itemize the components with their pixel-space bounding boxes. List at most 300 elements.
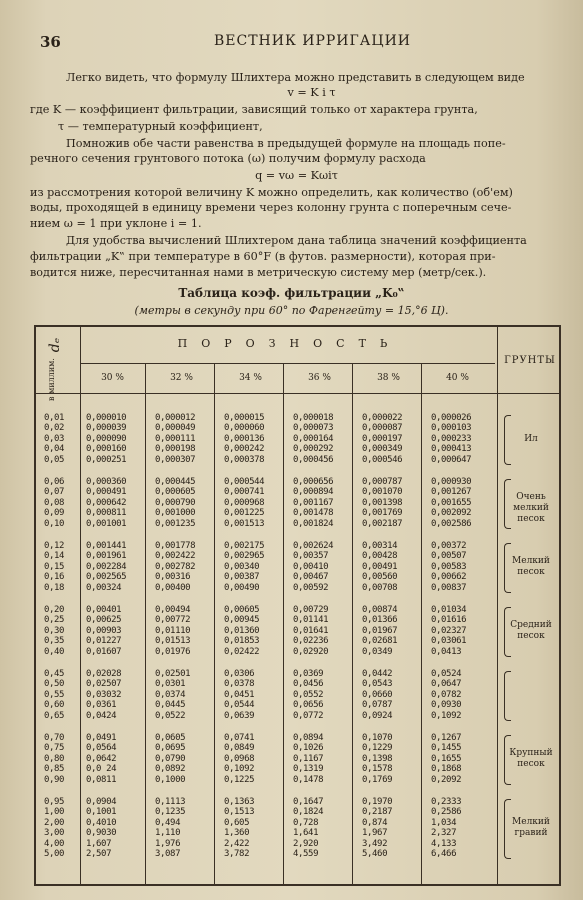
cell-coefficient: 0,00837 [431, 582, 467, 593]
cell-coefficient: 0,000894 [293, 487, 334, 498]
cell-coefficient: 0,0543 [362, 679, 393, 690]
page-number: 36 [40, 33, 61, 51]
paragraph-line: Легко видеть, что формулу Шлихтера можно представить в следующем виде [66, 71, 525, 84]
cell-diameter: 0,40 [44, 646, 65, 657]
table-row [36, 519, 501, 529]
journal-title: ВЕСТНИК ИРРИГАЦИИ [214, 33, 412, 49]
table-row [36, 764, 501, 774]
cell-coefficient: 0,000413 [431, 444, 472, 455]
cell-coefficient: 2,422 [224, 838, 250, 849]
cell-coefficient: 0,02920 [293, 646, 329, 657]
cell-coefficient: 0,1970 [362, 797, 393, 807]
cell-coefficient: 0,01641 [293, 625, 329, 636]
cell-coefficient: 0,01360 [224, 625, 260, 636]
column-header-porosity: 40 % [446, 373, 469, 383]
cell-diameter: 4,00 [44, 838, 65, 849]
cell-diameter: 0,01 [44, 413, 65, 423]
cell-coefficient: 0,002624 [293, 541, 334, 551]
cell-coefficient: 0,000160 [86, 444, 127, 455]
cell-coefficient: 0,728 [293, 817, 319, 828]
porosity-header: ПОРОЗНОСТЬ [177, 337, 402, 350]
cell-coefficient: 0,0647 [431, 679, 462, 690]
cell-coefficient: 0,000741 [224, 487, 265, 498]
soil-type-label: Крупный песок [509, 748, 553, 769]
cell-coefficient: 0,000026 [431, 413, 472, 423]
table-row [36, 477, 501, 487]
cell-coefficient: 0,1229 [362, 743, 393, 754]
cell-coefficient: 0,002092 [431, 508, 472, 519]
cell-coefficient: 0,000087 [362, 423, 403, 434]
cell-diameter: 0,75 [44, 743, 65, 754]
table-row [36, 605, 501, 615]
cell-diameter: 0,02 [44, 423, 65, 434]
cell-coefficient: 0,00560 [362, 572, 398, 583]
running-header [40, 33, 560, 53]
cell-coefficient: 0,03032 [86, 689, 122, 700]
cell-coefficient: 0,001267 [431, 487, 472, 498]
table-row [36, 423, 501, 433]
cell-coefficient: 0,1026 [293, 743, 324, 754]
cell-diameter: 0,10 [44, 518, 65, 529]
filtration-table [34, 325, 561, 886]
table-row [36, 562, 501, 572]
cell-coefficient: 0,0522 [155, 710, 186, 721]
cell-coefficient: 0,000445 [155, 477, 196, 487]
cell-diameter: 0,85 [44, 764, 65, 775]
table-row [36, 818, 501, 828]
table-row [36, 754, 501, 764]
cell-coefficient: 3,492 [362, 838, 388, 849]
cell-coefficient: 0,2586 [431, 807, 462, 818]
cell-coefficient: 0,1824 [293, 807, 324, 818]
cell-coefficient: 0,1363 [224, 797, 255, 807]
cell-diameter: 0,60 [44, 700, 65, 711]
cell-diameter: 0,04 [44, 444, 65, 455]
cell-coefficient: 0,000018 [293, 413, 334, 423]
cell-coefficient: 0,000787 [362, 477, 403, 487]
cell-coefficient: 0,0904 [86, 797, 117, 807]
soils-header: ГРУНТЫ [504, 355, 556, 366]
cell-coefficient: 0,01513 [155, 636, 191, 647]
cell-coefficient: 0,000307 [155, 454, 196, 465]
cell-coefficient: 0,000647 [431, 454, 472, 465]
cell-coefficient: 0,001824 [293, 518, 334, 529]
column-header-porosity: 32 % [170, 373, 193, 383]
cell-coefficient: 0,1267 [431, 733, 462, 743]
cell-coefficient: 0,0811 [86, 774, 117, 785]
cell-coefficient: 0,0849 [224, 743, 255, 754]
formula-2: q = vω = Kωiτ [255, 169, 338, 182]
table-row [36, 700, 501, 710]
cell-coefficient: 0,00605 [224, 605, 260, 615]
cell-coefficient: 0,1398 [362, 753, 393, 764]
table-row [36, 839, 501, 849]
cell-coefficient: 0,00772 [155, 615, 191, 626]
cell-coefficient: 0,00662 [431, 572, 467, 583]
cell-coefficient: 0,001961 [86, 551, 127, 562]
paragraph-line: из рассмотрения которой величину K можно определить, как количество (об'ем) [30, 186, 513, 199]
cell-diameter: 0,95 [44, 797, 65, 807]
cell-coefficient: 0,00357 [293, 551, 329, 562]
cell-coefficient: 0,01034 [431, 605, 467, 615]
cell-diameter: 0,25 [44, 615, 65, 626]
cell-coefficient: 4,559 [293, 848, 319, 859]
table-row-group [36, 541, 501, 593]
cell-diameter: 2,00 [44, 817, 65, 828]
cell-coefficient: 1,360 [224, 828, 250, 839]
cell-coefficient: 0,01110 [155, 625, 191, 636]
table-row [36, 797, 501, 807]
column-header-porosity: 34 % [239, 373, 262, 383]
cell-coefficient: 0,00625 [86, 615, 122, 626]
paragraph-line: речного сечения грунтового потока (ω) получим формулу расхода [30, 152, 426, 165]
cell-coefficient: 0,01967 [362, 625, 398, 636]
cell-coefficient: 0,02422 [224, 646, 260, 657]
cell-coefficient: 0,605 [224, 817, 250, 828]
cell-coefficient: 0,001167 [293, 497, 334, 508]
cell-coefficient: 0,0930 [431, 700, 462, 711]
cell-coefficient: 0,0424 [86, 710, 117, 721]
cell-diameter: 0,07 [44, 487, 65, 498]
cell-coefficient: 0,1478 [293, 774, 324, 785]
cell-coefficient: 0,001070 [362, 487, 403, 498]
cell-coefficient: 0,1319 [293, 764, 324, 775]
cell-coefficient: 0,02681 [362, 636, 398, 647]
soil-type-label: Очень мелкий песок [513, 492, 549, 524]
cell-coefficient: 1,967 [362, 828, 388, 839]
table-row [36, 572, 501, 582]
cell-coefficient: 2,327 [431, 828, 457, 839]
cell-diameter: 0,18 [44, 582, 65, 593]
cell-coefficient: 0,02507 [86, 679, 122, 690]
cell-coefficient: 0,000642 [86, 497, 127, 508]
cell-coefficient: 0,00340 [224, 561, 260, 572]
cell-coefficient: 0,001513 [224, 518, 265, 529]
cell-coefficient: 0,00903 [86, 625, 122, 636]
cell-coefficient: 0,0741 [224, 733, 255, 743]
cell-coefficient: 0,0301 [155, 679, 186, 690]
cell-coefficient: 0,00400 [155, 582, 191, 593]
cell-diameter: 0,16 [44, 572, 65, 583]
cell-diameter: 0,70 [44, 733, 65, 743]
cell-coefficient: 0,0491 [86, 733, 117, 743]
cell-coefficient: 0,0306 [224, 669, 255, 679]
cell-coefficient: 0,002422 [155, 551, 196, 562]
cell-coefficient: 0,02501 [155, 669, 191, 679]
cell-coefficient: 0,00467 [293, 572, 329, 583]
cell-coefficient: 0,000197 [362, 433, 403, 444]
paragraph-line: где K — коэффициент фильтрации, зависящий только от характера грунта, [30, 103, 478, 116]
cell-coefficient: 0,0374 [155, 689, 186, 700]
cell-coefficient: 0,00372 [431, 541, 467, 551]
cell-coefficient: 0,000544 [224, 477, 265, 487]
cell-coefficient: 0,000012 [155, 413, 196, 423]
cell-coefficient: 0,00729 [293, 605, 329, 615]
table-row [36, 498, 501, 508]
cell-coefficient: 0,000360 [86, 477, 127, 487]
cell-coefficient: 0,000292 [293, 444, 334, 455]
cell-diameter: 0,08 [44, 497, 65, 508]
cell-coefficient: 0,00428 [362, 551, 398, 562]
cell-coefficient: 0,000349 [362, 444, 403, 455]
cell-diameter: 3,00 [44, 828, 65, 839]
cell-coefficient: 0,01607 [86, 646, 122, 657]
cell-coefficient: 0,00494 [155, 605, 191, 615]
formula-1: v = K i τ [287, 86, 336, 99]
cell-coefficient: 0,0451 [224, 689, 255, 700]
soil-type-label: Ил [524, 433, 538, 444]
cell-coefficient: 0,000790 [155, 497, 196, 508]
cell-coefficient: 6,466 [431, 848, 457, 859]
cell-coefficient: 0,000164 [293, 433, 334, 444]
cell-coefficient: 0,1655 [431, 753, 462, 764]
cell-coefficient: 0,000039 [86, 423, 127, 434]
table-subtitle: (метры в секунду при 60° по Фаренгейту = 15,°6 Ц). [134, 304, 449, 317]
cell-coefficient: 0,0552 [293, 689, 324, 700]
cell-coefficient: 0,00874 [362, 605, 398, 615]
cell-diameter: 0,90 [44, 774, 65, 785]
cell-coefficient: 0,000198 [155, 444, 196, 455]
cell-diameter: 0,65 [44, 710, 65, 721]
table-row [36, 444, 501, 454]
cell-coefficient: 0,002187 [362, 518, 403, 529]
soil-type-label: Средний песок [510, 620, 552, 641]
paragraph-line: Для удобства вычислений Шлихтером дана таблица значений коэффициента [66, 234, 527, 247]
cell-coefficient: 0,02028 [86, 669, 122, 679]
cell-coefficient: 0,2187 [362, 807, 393, 818]
cell-coefficient: 0,000073 [293, 423, 334, 434]
cell-coefficient: 0,000090 [86, 433, 127, 444]
table-row [36, 679, 501, 689]
cell-coefficient: 0,00583 [431, 561, 467, 572]
cell-coefficient: 0,002175 [224, 541, 265, 551]
cell-coefficient: 0,000049 [155, 423, 196, 434]
cell-coefficient: 0,02327 [431, 625, 467, 636]
table-row [36, 669, 501, 679]
cell-coefficient: 0,1113 [155, 797, 186, 807]
table-row [36, 690, 501, 700]
cell-coefficient: 0,001235 [155, 518, 196, 529]
cell-coefficient: 1,607 [86, 838, 112, 849]
table-row [36, 849, 501, 859]
paragraph-line: нием ω = 1 при уклоне i = 1. [30, 217, 202, 230]
cell-coefficient: 0,0642 [86, 753, 117, 764]
cell-coefficient: 0,1578 [362, 764, 393, 775]
paragraph-line: фильтрации „K‟ при температуре в 60°F (в футов. размерности), которая при- [30, 250, 496, 263]
cell-coefficient: 0,0544 [224, 700, 255, 711]
cell-coefficient: 0,0790 [155, 753, 186, 764]
de-symbol: dₑ [47, 337, 64, 353]
cell-diameter: 0,14 [44, 551, 65, 562]
cell-coefficient: 0,0695 [155, 743, 186, 754]
cell-coefficient: 0,1092 [431, 710, 462, 721]
cell-coefficient: 5,460 [362, 848, 388, 859]
cell-diameter: 0,45 [44, 669, 65, 679]
cell-coefficient: 0,03061 [431, 636, 467, 647]
cell-coefficient: 0,0892 [155, 764, 186, 775]
cell-coefficient: 0,000242 [224, 444, 265, 455]
cell-coefficient: 0,1167 [293, 753, 324, 764]
cell-coefficient: 0,0349 [362, 646, 393, 657]
table-row [36, 775, 501, 785]
cell-coefficient: 0,01853 [224, 636, 260, 647]
soil-type-label: Мелкий песок [512, 556, 550, 577]
cell-coefficient: 1,641 [293, 828, 319, 839]
table-row [36, 413, 501, 423]
cell-coefficient: 0,0369 [293, 669, 324, 679]
cell-coefficient: 0,9030 [86, 828, 117, 839]
cell-diameter: 0,12 [44, 541, 65, 551]
cell-diameter: 5,00 [44, 848, 65, 859]
table-row-group [36, 733, 501, 785]
cell-coefficient: 0,00316 [155, 572, 191, 583]
cell-coefficient: 0,000103 [431, 423, 472, 434]
cell-coefficient: 0,0782 [431, 689, 462, 700]
cell-coefficient: 0,000811 [86, 508, 127, 519]
cell-coefficient: 0,1001 [86, 807, 117, 818]
cell-coefficient: 0,00507 [431, 551, 467, 562]
cell-coefficient: 0,000378 [224, 454, 265, 465]
cell-diameter: 0,50 [44, 679, 65, 690]
table-row-group [36, 669, 501, 721]
cell-coefficient: 0,01366 [362, 615, 398, 626]
cell-coefficient: 1,976 [155, 838, 181, 849]
table-row [36, 508, 501, 518]
cell-diameter: 0,03 [44, 433, 65, 444]
cell-coefficient: 0,0605 [155, 733, 186, 743]
table-row [36, 551, 501, 561]
cell-coefficient: 0,0924 [362, 710, 393, 721]
cell-coefficient: 0,01141 [293, 615, 329, 626]
table-row [36, 455, 501, 465]
cell-coefficient: 0,00401 [86, 605, 122, 615]
column-header-porosity: 30 % [101, 373, 124, 383]
cell-coefficient: 0,000251 [86, 454, 127, 465]
cell-diameter: 0,80 [44, 753, 65, 764]
table-row [36, 636, 501, 646]
cell-coefficient: 0,2092 [431, 774, 462, 785]
paragraph-line: воды, проходящей в единицу времени через колонну грунта с поперечным сече- [30, 201, 512, 214]
cell-coefficient: 0,002586 [431, 518, 472, 529]
cell-coefficient: 0,000656 [293, 477, 334, 487]
paragraph-line: водится ниже, пересчитанная нами в метрическую систему мер (метр/сек.). [30, 266, 487, 279]
table-row [36, 743, 501, 753]
table-row-group [36, 605, 501, 657]
cell-coefficient: 0,0445 [155, 700, 186, 711]
column-header-porosity: 38 % [377, 373, 400, 383]
table-row [36, 615, 501, 625]
cell-coefficient: 0,002965 [224, 551, 265, 562]
cell-coefficient: 0,001000 [155, 508, 196, 519]
cell-coefficient: 0,00708 [362, 582, 398, 593]
cell-coefficient: 0,0772 [293, 710, 324, 721]
cell-coefficient: 0,1868 [431, 764, 462, 775]
cell-coefficient: 0,002565 [86, 572, 127, 583]
table-title: Таблица коэф. фильтрации „K₀‟ [178, 286, 405, 300]
cell-coefficient: 0,00491 [362, 561, 398, 572]
cell-coefficient: 0,000022 [362, 413, 403, 423]
paragraph-line: Помножив обе части равенства в предыдущей формуле на площадь попе- [66, 137, 506, 150]
cell-diameter: 1,00 [44, 807, 65, 818]
cell-coefficient: 0,000111 [155, 433, 196, 444]
cell-coefficient: 0,00314 [362, 541, 398, 551]
cell-coefficient: 2,920 [293, 838, 319, 849]
cell-coefficient: 0,001001 [86, 518, 127, 529]
cell-diameter: 0,55 [44, 689, 65, 700]
cell-coefficient: 0,002782 [155, 561, 196, 572]
cell-coefficient: 0,1225 [224, 774, 255, 785]
cell-coefficient: 0,0456 [293, 679, 324, 690]
cell-coefficient: 0,0 24 [86, 764, 117, 775]
cell-coefficient: 0,0968 [224, 753, 255, 764]
cell-coefficient: 0,000060 [224, 423, 265, 434]
cell-coefficient: 0,001778 [155, 541, 196, 551]
cell-coefficient: 0,1647 [293, 797, 324, 807]
table-row [36, 733, 501, 743]
cell-coefficient: 0,001441 [86, 541, 127, 551]
cell-coefficient: 0,01616 [431, 615, 467, 626]
cell-coefficient: 0,001655 [431, 497, 472, 508]
cell-coefficient: 0,000491 [86, 487, 127, 498]
cell-coefficient: 0,0413 [431, 646, 462, 657]
cell-coefficient: 0,001478 [293, 508, 334, 519]
cell-coefficient: 0,874 [362, 817, 388, 828]
cell-coefficient: 0,1513 [224, 807, 255, 818]
cell-coefficient: 1,110 [155, 828, 181, 839]
cell-coefficient: 0,001769 [362, 508, 403, 519]
cell-coefficient: 0,494 [155, 817, 181, 828]
cell-coefficient: 0,1235 [155, 807, 186, 818]
cell-coefficient: 0,00490 [224, 582, 260, 593]
cell-diameter: 0,06 [44, 477, 65, 487]
cell-coefficient: 0,0894 [293, 733, 324, 743]
cell-coefficient: 2,507 [86, 848, 112, 859]
table-row-group [36, 797, 501, 859]
table-row [36, 487, 501, 497]
cell-coefficient: 0,0378 [224, 679, 255, 690]
cell-coefficient: 0,1092 [224, 764, 255, 775]
cell-coefficient: 0,002284 [86, 561, 127, 572]
de-column-header [40, 335, 76, 415]
table-row [36, 807, 501, 817]
table-row [36, 828, 501, 838]
table-row-group [36, 413, 501, 465]
cell-coefficient: 0,00945 [224, 615, 260, 626]
cell-coefficient: 0,1769 [362, 774, 393, 785]
cell-coefficient: 0,0787 [362, 700, 393, 711]
table-row-group [36, 477, 501, 529]
cell-coefficient: 0,01227 [86, 636, 122, 647]
cell-coefficient: 0,0564 [86, 743, 117, 754]
cell-coefficient: 0,2333 [431, 797, 462, 807]
cell-coefficient: 0,000456 [293, 454, 334, 465]
column-header-porosity: 36 % [308, 373, 331, 383]
cell-coefficient: 0,02236 [293, 636, 329, 647]
cell-coefficient: 0,00387 [224, 572, 260, 583]
cell-coefficient: 0,0524 [431, 669, 462, 679]
cell-coefficient: 0,000136 [224, 433, 265, 444]
cell-coefficient: 1,034 [431, 817, 457, 828]
cell-diameter: 0,15 [44, 561, 65, 572]
cell-coefficient: 0,000015 [224, 413, 265, 423]
cell-coefficient: 0,000605 [155, 487, 196, 498]
cell-diameter: 0,05 [44, 454, 65, 465]
de-unit: в миллим. [46, 358, 56, 401]
cell-coefficient: 0,4010 [86, 817, 117, 828]
paragraph-line: τ — температурный коэффициент, [58, 120, 263, 133]
cell-coefficient: 0,000233 [431, 433, 472, 444]
cell-coefficient: 0,01976 [155, 646, 191, 657]
